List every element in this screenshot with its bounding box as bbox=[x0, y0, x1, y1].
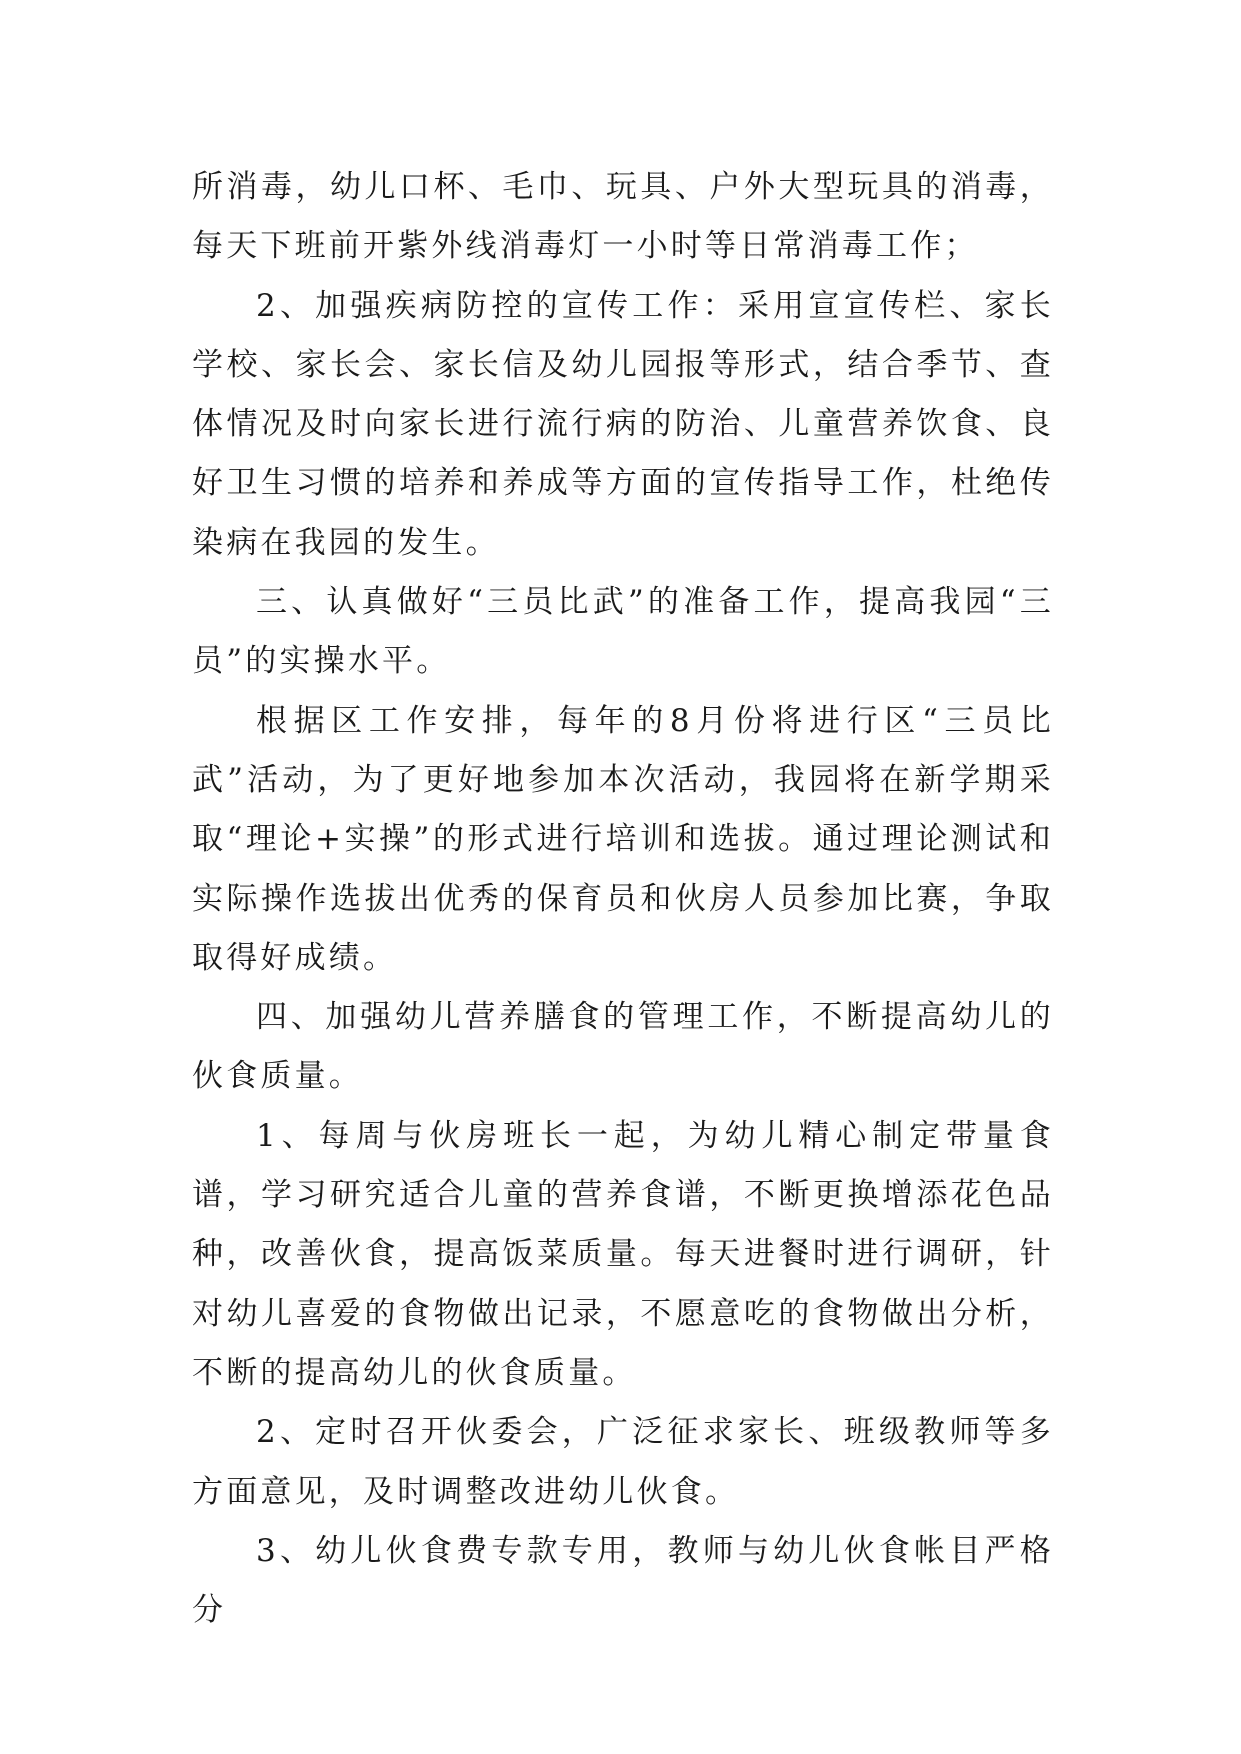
paragraph-6: 1、每周与伙房班长一起，为幼儿精心制定带量食谱，学习研究适合儿童的营养食谱，不断更换增添花色品种，改善伙食，提高饭菜质量。每天进餐时进行调研，针对幼儿喜爱的食物做出记录，不愿意吃的食物做出分析，不断的提高幼儿的伙食质量。 bbox=[192, 1117, 1054, 1391]
paragraph-7: 2、定时召开伙委会，广泛征求家长、班级教师等多方面意见，及时调整改进幼儿伙食。 bbox=[192, 1414, 1054, 1510]
paragraph-3: 三、认真做好“三员比武”的准备工作，提高我园“三员”的实操水平。 bbox=[192, 584, 1054, 680]
paragraph-8: 3、幼儿伙食费专款专用，教师与幼儿伙食帐目严格分 bbox=[192, 1532, 1054, 1629]
paragraph-4: 根据区工作安排，每年的8月份将进行区“三员比武”活动，为了更好地参加本次活动，我园将在新学期采取“理论+实操”的形式进行培训和选拔。通过理论测试和实际操作选拔出优秀的保育员和伙房人员参加比赛，争取取得好成绩。 bbox=[192, 702, 1054, 976]
document-body bbox=[192, 158, 1054, 1640]
paragraph-2: 2、加强疾病防控的宣传工作：采用宣宣传栏、家长学校、家长会、家长信及幼儿园报等形式，结合季节、查体情况及时向家长进行流行病的防治、儿童营养饮食、良好卫生习惯的培养和养成等方面的宣传指导工作，杜绝传染病在我园的发生。 bbox=[192, 287, 1054, 561]
paragraph-1: 所消毒，幼儿口杯、毛巾、玩具、户外大型玩具的消毒，每天下班前开紫外线消毒灯一小时等日常消毒工作； bbox=[192, 169, 1054, 265]
paragraph-5: 四、加强幼儿营养膳食的管理工作，不断提高幼儿的伙食质量。 bbox=[192, 999, 1054, 1095]
